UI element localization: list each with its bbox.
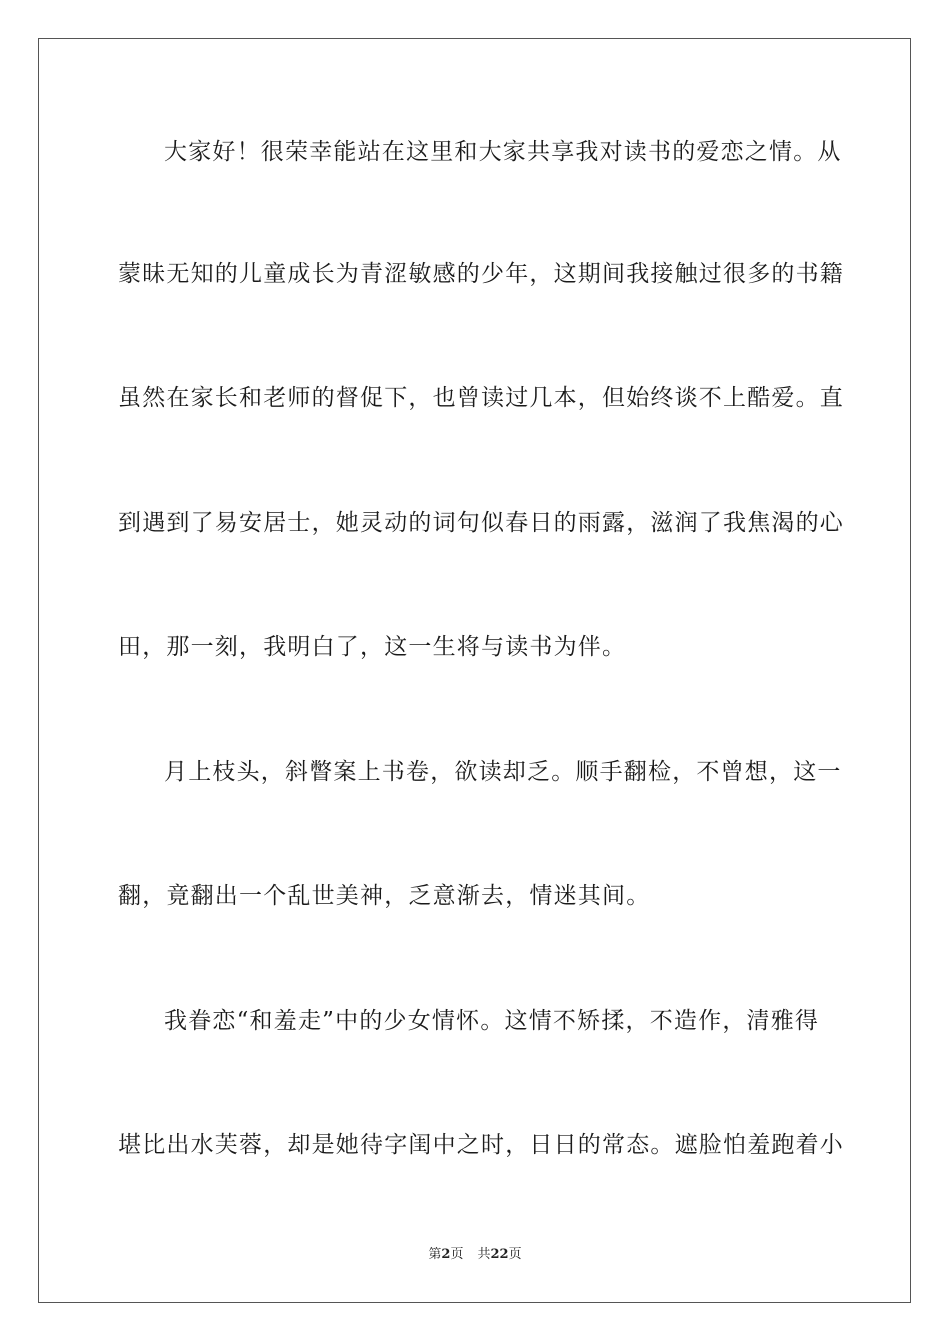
page-total-prefix: 共	[477, 1247, 491, 1262]
page-border	[38, 38, 911, 1303]
paragraph-line: 我眷恋“和羞走”中的少女情怀。这情不矫揉，不造作，清雅得	[164, 1008, 820, 1034]
paragraph-line: 大家好！很荣幸能站在这里和大家共享我对读书的爱恋之情。从	[164, 139, 842, 165]
page-number-prefix: 第	[428, 1247, 442, 1262]
paragraph-line: 堪比出水芙蓉，却是她待字闺中之时，日日的常态。遮脸怕羞跑着小	[118, 1132, 844, 1158]
paragraph-line: 翻，竟翻出一个乱世美神，乏意渐去，情迷其间。	[118, 883, 651, 909]
paragraph-line: 到遇到了易安居士，她灵动的词句似春日的雨露，滋润了我焦渴的心	[118, 510, 844, 536]
paragraph-line: 蒙昧无知的儿童成长为青涩敏感的少年，这期间我接触过很多的书籍	[118, 261, 844, 287]
paragraph-line: 虽然在家长和老师的督促下，也曾读过几本，但始终谈不上酷爱。直	[118, 385, 844, 411]
page-number-suffix: 页	[450, 1247, 464, 1262]
paragraph-line: 田，那一刻，我明白了，这一生将与读书为伴。	[118, 634, 627, 660]
paragraph-line: 月上枝头，斜瞥案上书卷，欲读却乏。顺手翻检，不曾想，这一	[164, 759, 842, 785]
page-footer	[0, 1246, 950, 1264]
page-number-current: 2	[441, 1247, 451, 1262]
page-total-count: 22	[490, 1247, 509, 1262]
page-total-suffix: 页	[508, 1247, 522, 1262]
